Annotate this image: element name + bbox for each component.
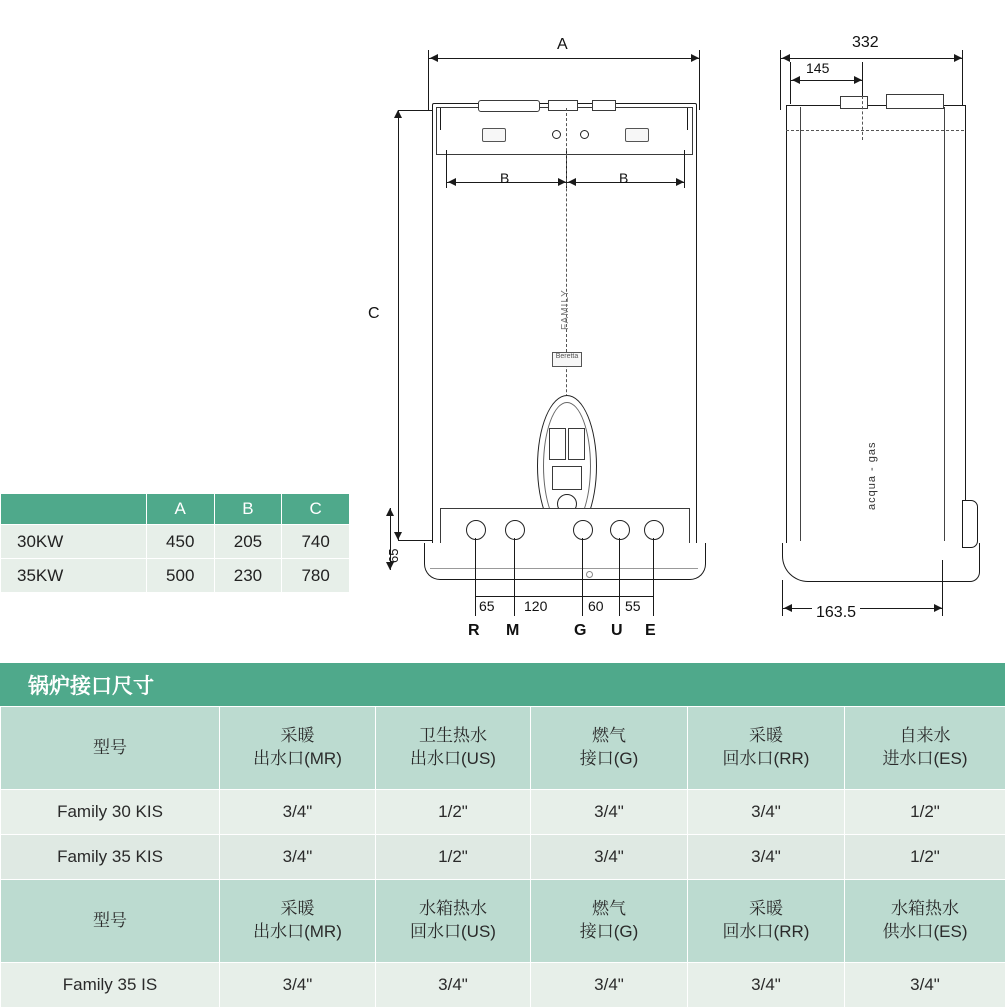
dim-arrow-a-left [430,54,438,62]
dim-arrow-65-top [386,508,394,516]
g1-head-rr-l1: 采暖 [689,725,843,748]
g2-head-g [531,880,688,963]
dim-arrow-332-left [782,54,790,62]
table-row [1,790,1005,835]
dim-arrow-65-bottom [386,562,394,570]
ports-section-title: 锅炉接口尺寸 [0,663,1005,706]
dim-arrow-b2-right [676,178,684,186]
ports-header-row-2 [1,880,1005,963]
g1-row0-rr: 3/4" [688,790,845,835]
g1-row0-us: 1/2" [376,790,531,835]
abc-row1-c: 780 [282,559,350,593]
g1-row1-es: 1/2" [845,835,1005,880]
g1-row1-model: Family 35 KIS [1,835,220,880]
dim-ext-1635-left [782,580,783,616]
g1-head-es [845,707,1005,790]
g2-head-es-l2: 供水口(ES) [846,921,1004,944]
dim-ext-332-left [780,50,781,110]
g1-head-es-l1: 自来水 [846,725,1004,748]
g1-head-rr [688,707,845,790]
g2-row0-g: 3/4" [531,963,688,1008]
g1-row1-mr: 3/4" [220,835,376,880]
g1-row1-us: 1/2" [376,835,531,880]
dim-ext-line-a-right [699,50,700,110]
side-panel-edge-right [944,107,945,541]
dim-arrow-a-right [691,54,699,62]
g2-head-g-l2: 接口(G) [532,921,686,944]
side-label-acqua-gas: acqua - gas [866,442,878,510]
display-left [549,428,566,460]
abc-row1-model: 35KW [1,559,147,593]
control-buttons [552,466,582,490]
skirt-seam [430,568,698,569]
side-rear-bulge [962,500,978,548]
abc-row0-model: 30KW [1,525,147,559]
port-circle-m [505,520,525,540]
dim-arrow-b1-left [448,178,456,186]
g2-head-model-l1: 型号 [2,910,218,933]
dim-arrow-145-left [792,76,800,84]
g1-head-mr-l1: 采暖 [221,725,374,748]
bracket-hole-right [580,130,589,139]
dim-ext-1635-right [942,560,943,616]
dim-ext-c-top [398,110,432,111]
dim-label-bottom-3: 60 [588,598,604,614]
dim-label-b-left: B [500,170,509,186]
g1-head-mr [220,707,376,790]
table-row [1,963,1005,1008]
g1-head-us-l1: 卫生热水 [377,725,529,748]
dim-ext-bottom-1 [475,538,476,616]
dim-ext-145-left [790,62,791,104]
panel-badge-text: Beretta [554,353,580,360]
panel-brand-text: FAMILY [560,289,571,330]
dim-ext-c-bottom [398,540,432,541]
dim-label-bottom-1: 65 [479,598,495,614]
g2-head-mr [220,880,376,963]
hanger-mark-right [687,108,688,130]
dim-label-b-right: B [619,170,628,186]
dim-arrow-c-bottom [394,532,402,540]
g2-head-mr-l2: 出水口(MR) [221,921,374,944]
dim-label-c: C [368,305,380,323]
port-letter-r: R [468,622,480,640]
dim-ext-bottom-4 [619,538,620,616]
side-dashed-level [786,130,964,131]
dim-line-1635 [782,608,942,609]
g2-row0-mr: 3/4" [220,963,376,1008]
dimension-table [0,493,350,593]
dim-arrow-c-top [394,110,402,118]
dim-ext-bottom-3 [582,538,583,616]
bottom-skirt [424,543,706,580]
g1-row1-g: 3/4" [531,835,688,880]
dim-ext-332-right [962,50,963,110]
g1-head-g-l1: 燃气 [532,725,686,748]
g2-head-us-l2: 回水口(US) [377,921,529,944]
abc-row0-a: 450 [146,525,214,559]
dim-ext-bottom-5 [653,538,654,616]
g2-head-rr [688,880,845,963]
g1-head-es-l2: 进水口(ES) [846,748,1004,771]
g2-head-us [376,880,531,963]
bracket-slot-right [625,128,649,142]
top-connector-b [592,100,616,111]
port-circle-r [466,520,486,540]
dim-ext-bottom-2 [514,538,515,616]
bracket-hole-left [552,130,561,139]
table-row [1,559,350,593]
abc-header-a: A [146,494,214,525]
dim-arrow-b1-right [558,178,566,186]
port-circle-g [573,520,593,540]
g1-row0-mr: 3/4" [220,790,376,835]
port-circle-u [610,520,630,540]
dim-arrow-1635-right [934,604,942,612]
table-header-row [1,494,350,525]
side-bottom-skirt [782,543,980,582]
dim-line-a [428,58,699,59]
port-letter-m: M [506,622,519,640]
side-top-connector [886,94,944,109]
port-letter-g: G [574,622,586,640]
mounting-bracket [436,107,693,155]
g2-head-es [845,880,1005,963]
abc-row1-b: 230 [214,559,282,593]
abc-header-blank [1,494,147,525]
dim-line-c [398,110,399,540]
dim-arrow-145-right [854,76,862,84]
g1-row0-es: 1/2" [845,790,1005,835]
abc-row1-a: 500 [146,559,214,593]
g1-head-g-l2: 接口(G) [532,748,686,771]
g1-row1-rr: 3/4" [688,835,845,880]
dim-line-332 [780,58,962,59]
abc-header-c: C [282,494,350,525]
top-flue-collar-left [478,100,540,112]
dim-arrow-1635-left [784,604,792,612]
ports-header-row-1 [1,707,1005,790]
g2-head-rr-l2: 回水口(RR) [689,921,843,944]
port-letter-e: E [645,622,656,640]
abc-row0-c: 740 [282,525,350,559]
table-row [1,525,350,559]
g2-row0-model: Family 35 IS [1,963,220,1008]
port-letter-u: U [611,622,623,640]
dim-arrow-b2-left [568,178,576,186]
g1-row0-model: Family 30 KIS [1,790,220,835]
abc-row0-b: 205 [214,525,282,559]
abc-header-b: B [214,494,282,525]
hanger-mark-left [440,108,441,130]
dim-label-bottom-2: 120 [524,598,547,614]
g1-head-model [1,707,220,790]
g1-row0-g: 3/4" [531,790,688,835]
g1-head-g [531,707,688,790]
skirt-screw [586,571,593,578]
dim-ext-b-right [684,150,685,188]
g2-row0-us: 3/4" [376,963,531,1008]
dim-label-bottom-4: 55 [625,598,641,614]
g1-head-model-l1: 型号 [2,737,218,760]
dim-ext-line-a-left [428,50,429,110]
g2-head-us-l1: 水箱热水 [377,898,529,921]
g1-head-us-l2: 出水口(US) [377,748,529,771]
dim-label-1635: 163.5 [812,604,860,622]
g2-head-mr-l1: 采暖 [221,898,374,921]
dim-line-bottom-chain [475,596,653,597]
dim-arrow-332-right [954,54,962,62]
dim-line-145 [790,80,862,81]
g2-head-es-l1: 水箱热水 [846,898,1004,921]
display-right [568,428,585,460]
dim-label-332: 332 [852,34,879,52]
top-connector-a [548,100,578,111]
g2-head-rr-l1: 采暖 [689,898,843,921]
g1-head-rr-l2: 回水口(RR) [689,748,843,771]
ports-table [0,706,1005,1008]
g1-head-mr-l2: 出水口(MR) [221,748,374,771]
side-panel-edge [800,107,801,541]
g2-row0-es: 3/4" [845,963,1005,1008]
dim-label-65-vertical: 65 [386,549,401,563]
port-circle-e [644,520,664,540]
g2-head-model [1,880,220,963]
table-row [1,835,1005,880]
bracket-slot-left [482,128,506,142]
g1-head-us [376,707,531,790]
side-flue-collar [840,96,868,109]
g2-head-g-l1: 燃气 [532,898,686,921]
g2-row0-rr: 3/4" [688,963,845,1008]
dim-label-145: 145 [806,60,829,76]
side-dashed-axis [862,96,863,140]
dim-label-a: A [557,36,568,54]
